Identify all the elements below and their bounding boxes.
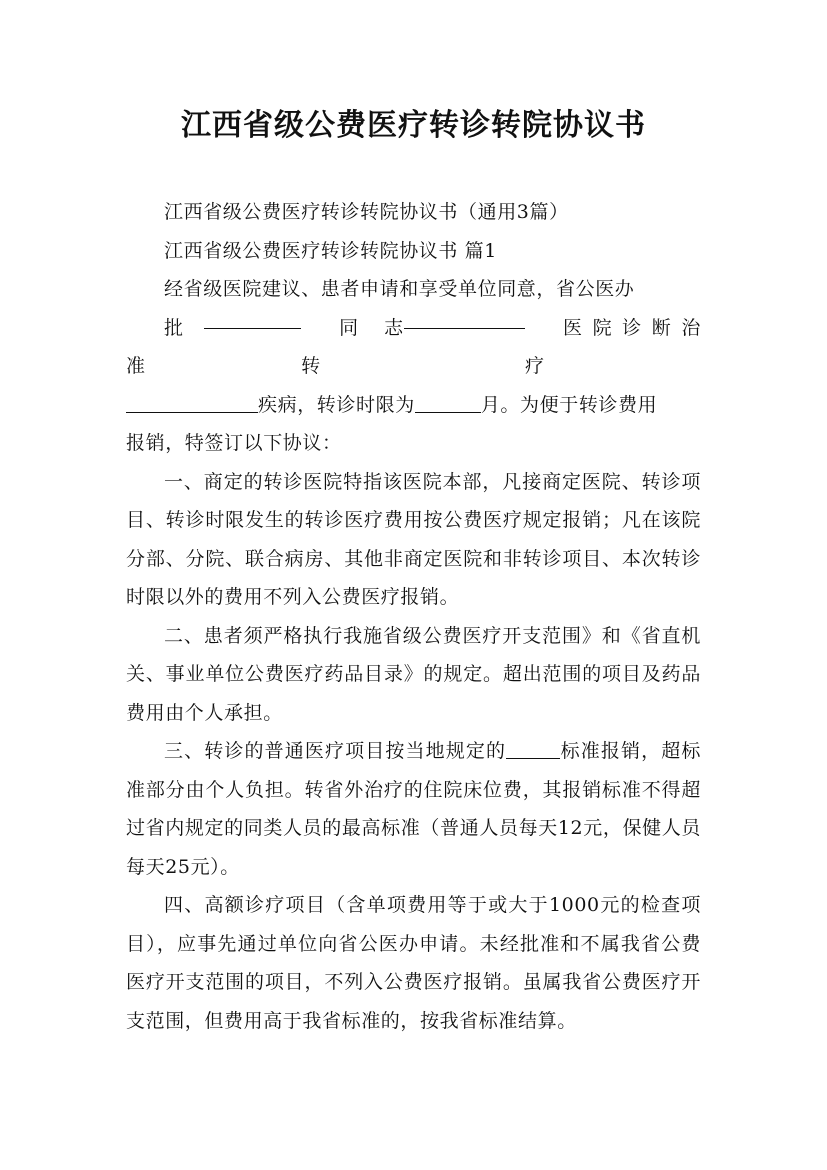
subtitle-paragraph: 江西省级公费医疗转诊转院协议书（通用3篇） — [164, 201, 569, 223]
blank-patient-name — [204, 309, 301, 329]
intro-text-months: 月。为便于转诊费用 — [480, 393, 658, 416]
blank-disease — [126, 393, 258, 413]
clause-4: 四、高额诊疗项目（含单项费用等于或大于1000元的检查项目），应事先通过单位向省公医办申请。未经批准和不属我省公费医疗开支范围的项目，不列入公费医疗报销。虽属我省公费医疗开支范围，但费用高于我省标准的，按我省标准结算。 — [126, 894, 701, 1032]
intro-paragraph-line4: 报销，特签订以下协议： — [126, 432, 342, 454]
clause-3 — [126, 732, 701, 886]
clause-3-start: 三、转诊的普通医疗项目按当地规定的 — [164, 740, 507, 762]
clause-2: 二、患者须严格执行我施省级公费医疗开支范围》和《省直机关、事业单位公费医疗药品目录》的规定。超出范围的项目及药品费用由个人承担。 — [126, 624, 701, 724]
clause-1: 一、商定的转诊医院特指该医院本部，凡接商定医院、转诊项目、转诊时限发生的转诊医疗费用按公费医疗规定报销；凡在该院分部、分院、联合病房、其他非商定医院和非转诊项目、本次转诊时限以外的费用不列入公费医疗报销。 — [126, 470, 701, 608]
blank-hospital-name — [404, 309, 525, 329]
document-title: 江西省级公费医疗转诊转院协议书 — [181, 108, 646, 143]
intro-paragraph-line1: 经省级医院建议、患者申请和享受单位同意，省公医办 — [164, 278, 635, 300]
intro-paragraph-line2 — [126, 309, 701, 386]
blank-months — [415, 393, 481, 413]
blank-standard — [506, 739, 560, 759]
intro-text-transfer: 同 志 转 — [301, 316, 404, 377]
clause-3-rest: 标准报销，超标准部分由个人负担。转省外治疗的住院床位费，其报销标准不得超过省内规定的同类人员的最高标准（普通人员每天12元，保健人员每天25元）。 — [126, 740, 701, 878]
intro-text-approve: 批 准 — [126, 316, 184, 377]
intro-text-diagnosis: 医 院 诊 断 治 疗 — [524, 316, 701, 377]
section-heading: 江西省级公费医疗转诊转院协议书 篇1 — [164, 239, 497, 262]
document-body — [126, 193, 701, 1040]
intro-paragraph-line3 — [126, 386, 701, 425]
intro-text-disease: 疾病，转诊时限为 — [258, 393, 415, 416]
